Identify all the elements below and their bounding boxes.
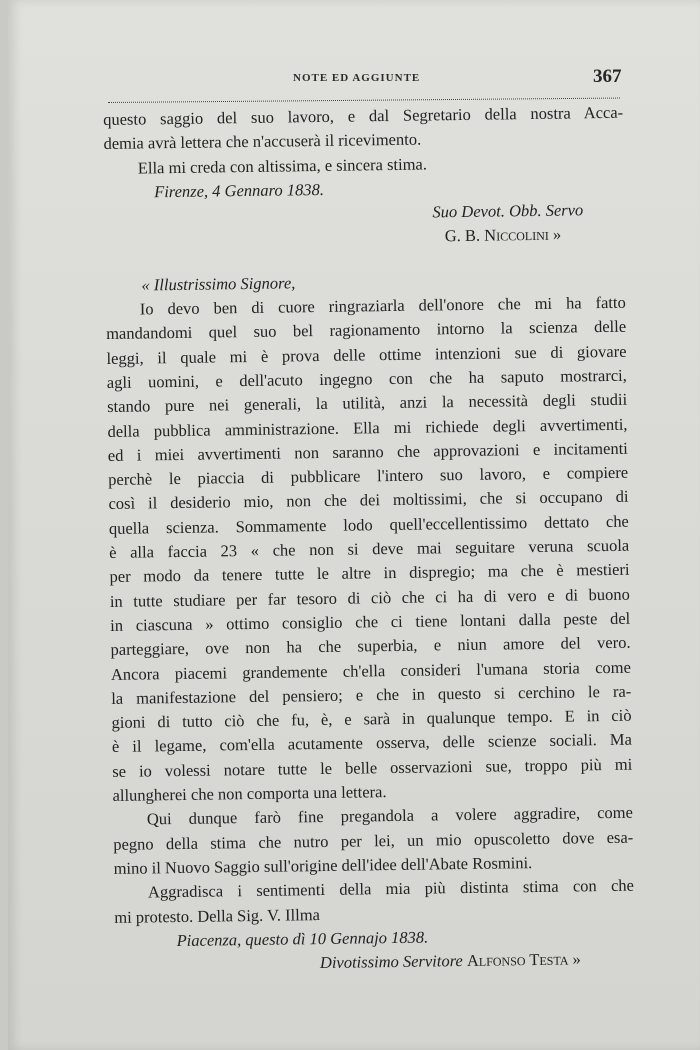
text-line: se io volessi notare tutte le belle osservazioni sue, troppo più mi bbox=[112, 754, 633, 781]
text-line: mi protesto. Della Sig. V. Illma bbox=[114, 904, 321, 927]
paragraph-1 bbox=[106, 291, 633, 808]
text-line: perchè le piaccia di pubblicare l'intero suo lavoro, e compiere bbox=[108, 462, 629, 490]
paragraph-2 bbox=[113, 801, 634, 881]
text-line: Qui dunque farò fine pregandola a volere aggradire, come bbox=[146, 802, 634, 829]
book-page bbox=[8, 0, 700, 1050]
text-line: pegno della stima che nutro per lei, un mio opuscoletto dove esa- bbox=[113, 827, 634, 854]
text-line: mandandomi quel suo bel ragionamento intorno la scienza delle bbox=[106, 317, 627, 344]
text-line: così il desiderio mio, non che dei moltissimi, che si occupano di bbox=[108, 487, 629, 514]
body-text bbox=[103, 101, 635, 979]
salutation: « Illustrissimo Signore, bbox=[141, 273, 296, 295]
signature-formula: Suo Devot. Obb. Servo bbox=[432, 200, 584, 222]
text-line: questo saggio del suo lavoro, e dal Segretario della nostra Acca- bbox=[103, 102, 624, 129]
paragraph-3 bbox=[114, 874, 635, 930]
text-line: gioni di tutto ciò che fu, è, e sarà in qualunque tempo. E in ciò bbox=[111, 705, 632, 733]
text-line: allungherei che non comporta una lettera. bbox=[112, 782, 387, 805]
text-line: è alla faccia 23 « che non si deve mai seguitare veruna scuola bbox=[109, 535, 630, 563]
text-line: parteggiare, ove non ha che superbia, e niun amore del vero. bbox=[110, 632, 631, 660]
text-line: stando pure nei generali, la utilità, anzi la necessità degli studii bbox=[107, 389, 628, 417]
text-line: Io devo ben di cuore ringraziarla dell'onore che mi ha fatto bbox=[139, 292, 626, 319]
text-line: in tutte studiare per far tesoro di ciò che ci ha di vero e di buono bbox=[109, 584, 630, 611]
text-line: Aggradisca i sentimenti della mia più distinta stima con che bbox=[147, 875, 635, 902]
place-date: Firenze, 4 Gennaro 1838. bbox=[154, 179, 325, 202]
text-line: per modo da tenere tutte le altre in dispregio; ma che è mestieri bbox=[109, 560, 630, 587]
text-line: in ciascuna » ottimo consiglio che ci tiene lontani dalla peste del bbox=[110, 608, 631, 635]
signature-formula: Divotissimo Servitore bbox=[319, 951, 463, 973]
text-line: ed i miei avvertimenti non saranno che approvazioni e incitamenti bbox=[107, 438, 628, 465]
place-date: Piacenza, questo dì 10 Gennajo 1838. bbox=[176, 927, 429, 950]
signature-name: G. B. Niccolini » bbox=[444, 225, 562, 246]
page-number: 367 bbox=[593, 66, 622, 87]
text-line: mino il Nuovo Saggio sull'origine dell'idee dell'Abate Rosmini. bbox=[113, 852, 533, 878]
text-line: la manifestazione del pensiero; e che in questo si cerchino le ra- bbox=[111, 681, 632, 708]
text-line: è il legame, com'ella acutamente osserva, delle scienze sociali. Ma bbox=[111, 730, 633, 757]
running-title: NOTE ED AGGIUNTE bbox=[293, 72, 421, 84]
text-line: leggi, il quale mi è prova delle ottime intenzioni sue di giovare bbox=[106, 341, 627, 368]
text-line: quella scienza. Sommamente lodo quell'eccellentissimo dettato che bbox=[108, 511, 629, 538]
signature-name: Alfonso Testa » bbox=[466, 949, 581, 971]
text-line: Ancora piacemi grandemente ch'ella consideri l'umana storia come bbox=[110, 657, 631, 684]
text-line: demia avrà lettera che n'accuserà il ricevimento. bbox=[103, 129, 422, 154]
letter-closing: Ella mi creda con altissima, e sincera stima. bbox=[137, 154, 428, 178]
text-line: della pubblica amministrazione. Ella mi richiede degli avvertimenti, bbox=[107, 414, 628, 441]
text-line: agli uomini, e dell'acuto ingegno con che ha saputo mostrarci, bbox=[106, 365, 627, 392]
